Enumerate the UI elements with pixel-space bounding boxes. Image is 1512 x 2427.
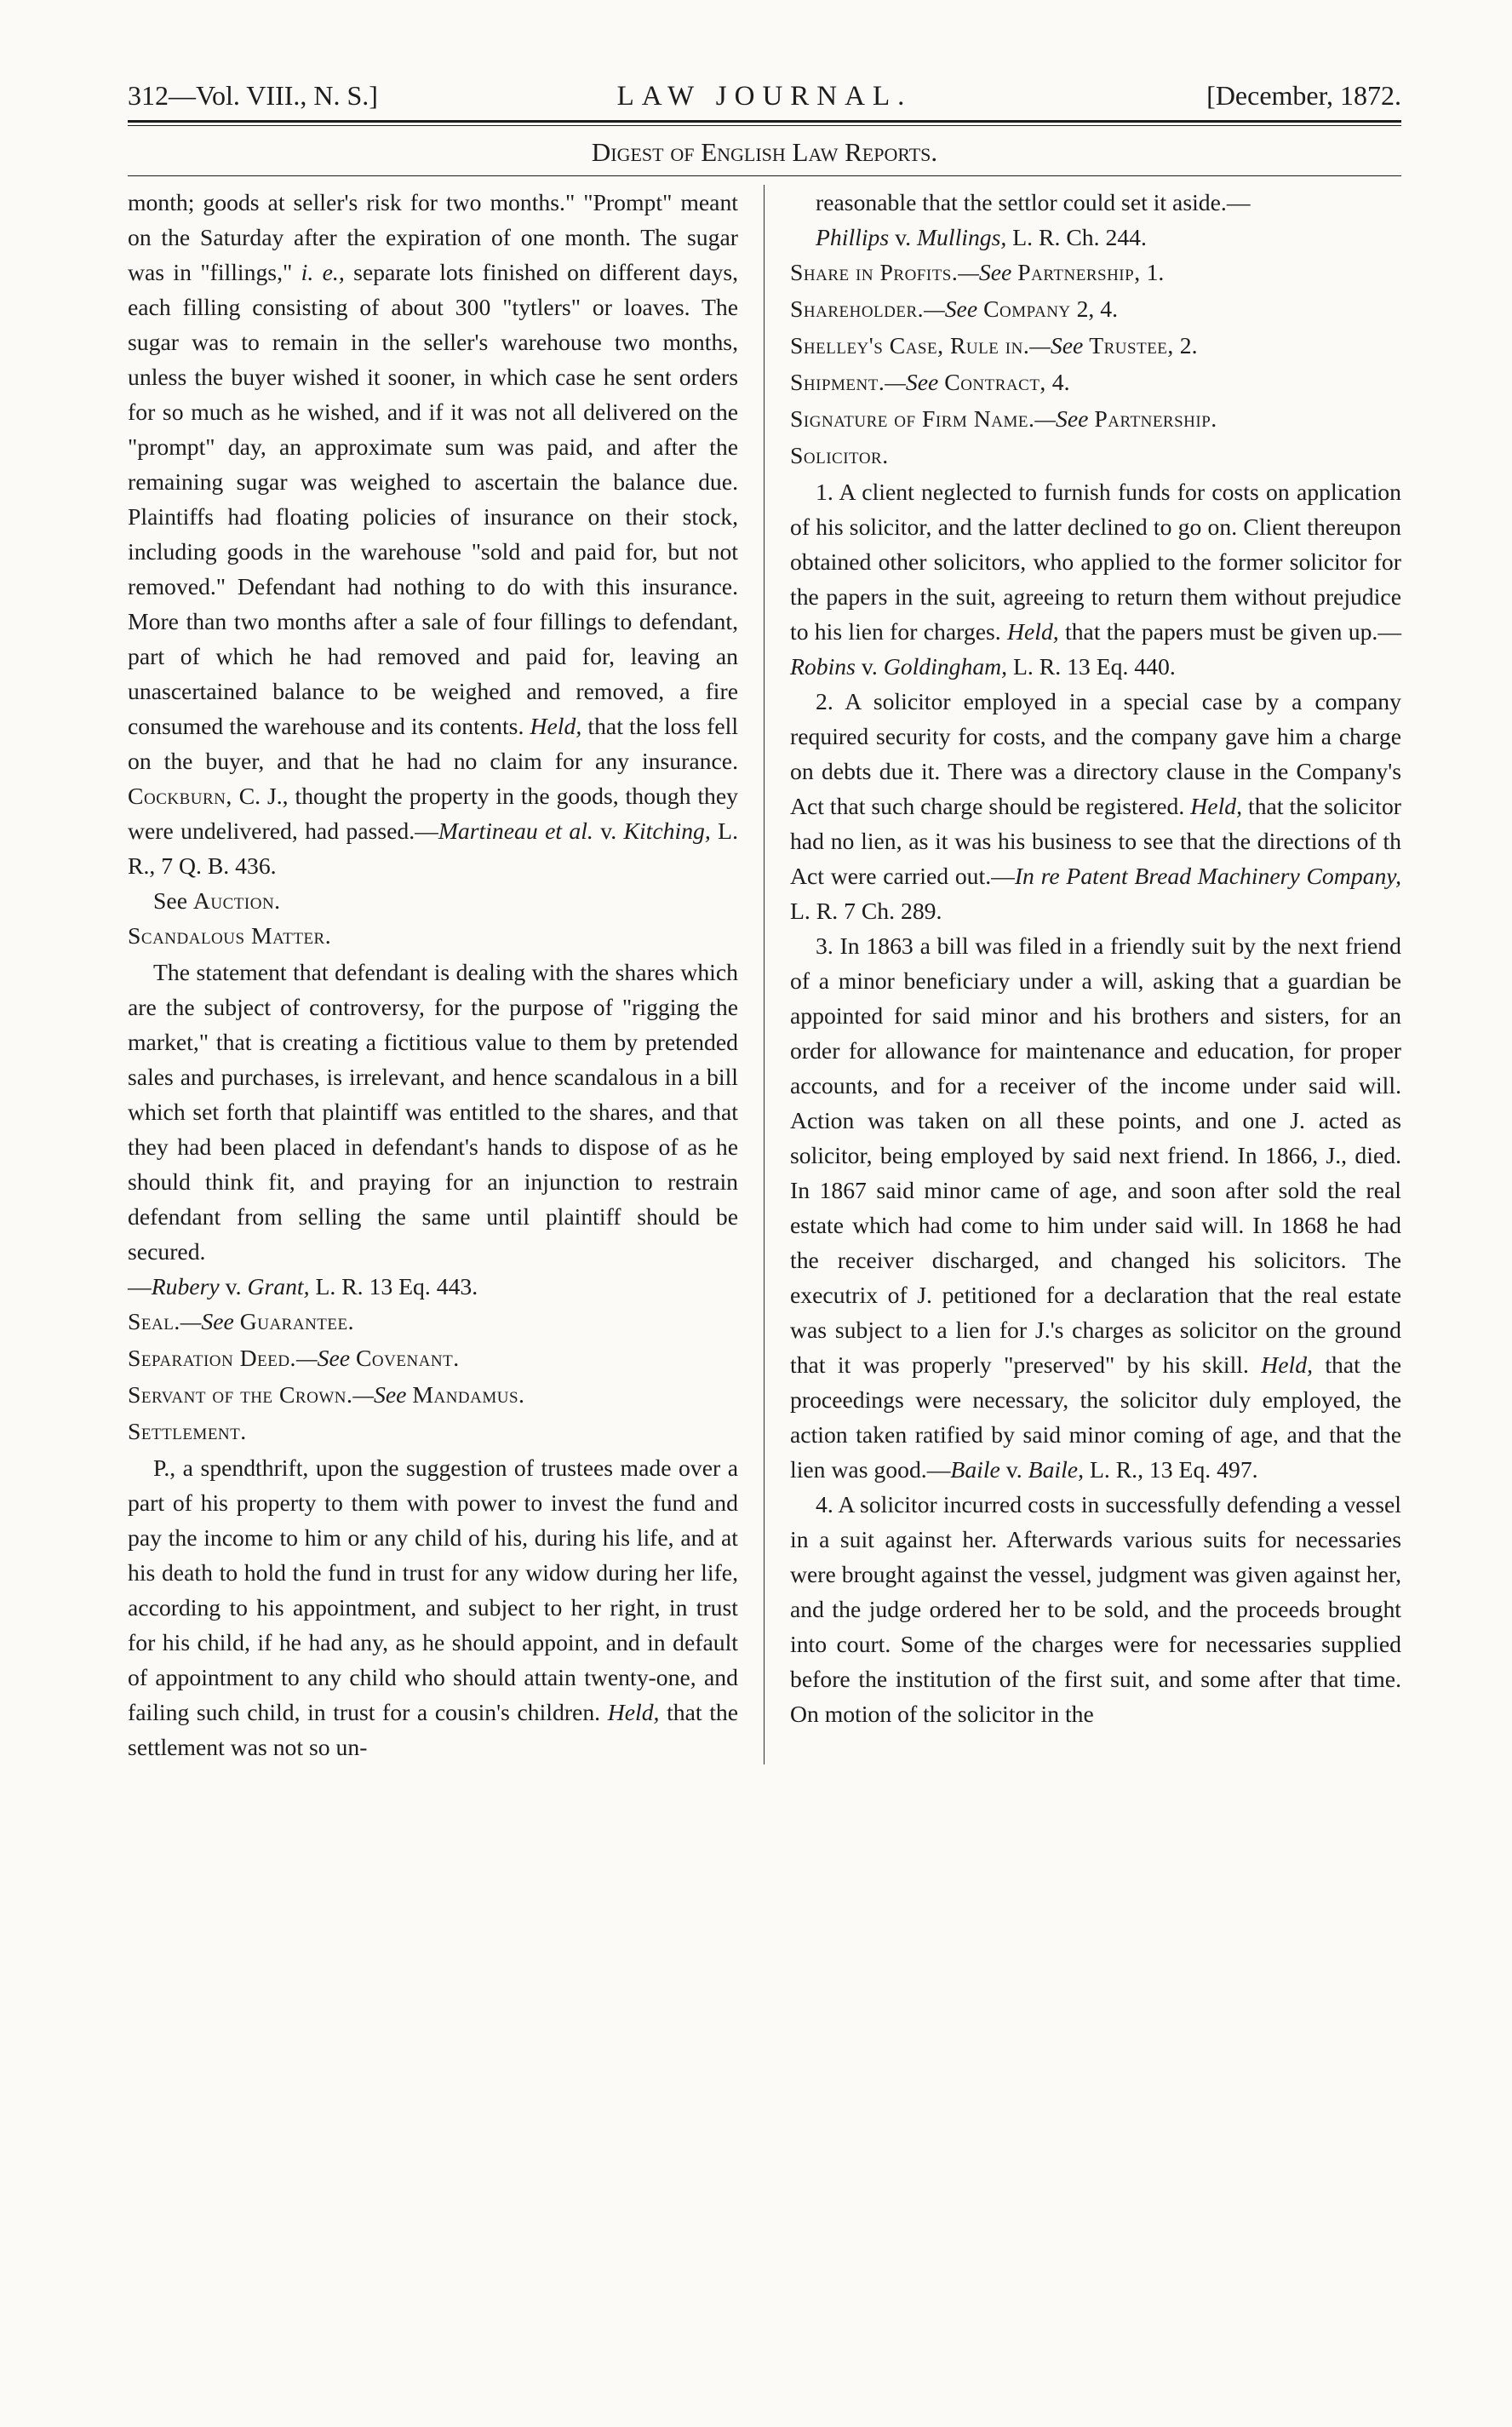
section-rule: [128, 175, 1401, 176]
header-double-rule: [128, 120, 1401, 126]
heading-solicitor: Solicitor.: [790, 442, 889, 468]
entry-share-profits: Share in Profits.—See Partnership, 1.: [790, 259, 1165, 285]
entry-seal: Seal.—See Guarantee.: [128, 1308, 355, 1334]
section-title: Digest of English Law Reports.: [591, 137, 938, 167]
entry-shipment: Shipment.—See Contract, 4.: [790, 369, 1070, 395]
paragraph-sugar-case: month; goods at seller's risk for two months." "Prompt" meant on the Saturday after the expiration of one month. The sugar was in "fillings," i. e., separate lots finished on different days, each filling consisting of about 300 "tytlers" or loaves. The sugar was to remain in the seller's warehouse two months, unless the buyer wished it sooner, in which case he sent orders for so much as he wished, and if it was not all delivered on the "prompt" day, an approximate sum was paid, and after the remaining sugar was weighed to ascertain the balance due. Plaintiffs had floating policies of insurance on their stock, including goods in the warehouse "sold and paid for, but not removed." Defendant had nothing to do with this insurance. More than two months after a sale of four fillings to defendant, part of which he had removed and paid for, leaving an unascertained balance to be weighed and removed, a fire consumed the warehouse and its contents. Held, that the loss fell on the buyer, and that he had no claim for any insurance. Cockburn, C. J., thought the property in the goods, though they were undelivered, had passed.—Martineau et al. v. Kitching, L. R., 7 Q. B. 436.: [128, 189, 739, 879]
entry-servant-crown: Servant of the Crown.—See Mandamus.: [128, 1381, 525, 1408]
page-volume: 312—Vol. VIII., N. S.]: [128, 80, 378, 111]
left-column: [128, 185, 765, 1764]
two-column-body: [128, 185, 1401, 1764]
issue-date: [December, 1872.: [1206, 80, 1401, 111]
heading-settlement: Settlement.: [128, 1418, 247, 1444]
solicitor-case-2: 2. A solicitor employed in a special case by a company required security for costs, and the company gave him a charge on debts due it. There was a directory clause in the Company's Act that such charge should be registered. Held, that the solicitor had no lien, as it was his business to see that the directions of th Act were carried out.—In re Patent Bread Machinery Company, L. R. 7 Ch. 289.: [790, 688, 1402, 924]
paragraph-settlement-cont: reasonable that the settlor could set it aside.— Phillips v. Mullings, L. R. Ch. 244.: [816, 189, 1251, 250]
paragraph-settlement: P., a spendthrift, upon the suggestion of trustees made over a part of his property to them with power to invest the fund and pay the income to him or any child of his, during his life, and at his death to hold the fund in trust for any widow during her life, according to his appointment, and subject to her right, in trust for his child, if he had any, as he should appoint, and in default of appointment to any child who should attain twenty-one, and failing such child, in trust for a cousin's children. Held, that the settlement was not so un-: [128, 1454, 739, 1760]
see-auction: See Auction.: [153, 887, 281, 914]
right-column: [765, 185, 1401, 1764]
paragraph-scandalous: The statement that defendant is dealing with the shares which are the subject of controversy, for the purpose of "rigging the market," that is creating a fictitious value to them by pretended sales and purchases, is irrelevant, and hence scandalous in a bill which set forth that plaintiff was entitled to the shares, and that they had been placed in defendant's hands to dispose of as he should think fit, and praying for an injunction to restrain defendant from selling the same until plaintiff should be secured. —Rubery v. Grant, L. R. 13 Eq. 443.: [128, 959, 738, 1300]
heading-scandalous-matter: Scandalous Matter.: [128, 922, 332, 949]
solicitor-case-4: 4. A solicitor incurred costs in successfully defending a vessel in a suit against her. Afterwards various suits for necessaries were brought against the vessel, judgment was given against her, and the judge ordered her to be sold, and the proceeds brought into court. Some of the charges were for necessaries supplied before the institution of the first suit, and some after that time. On motion of the solicitor in the: [790, 1491, 1401, 1727]
entry-shelleys-case: Shelley's Case, Rule in.—See Trustee, 2.: [790, 332, 1198, 359]
solicitor-case-1: 1. A client neglected to furnish funds for costs on application of his solicitor, and the latter declined to go on. Client thereupon obtained other solicitors, who applied to the former solicitor for the papers in the suit, agreeing to return them without prejudice to his lien for charges. Held, that the papers must be given up.—Robins v. Goldingham, L. R. 13 Eq. 440.: [790, 479, 1402, 680]
entry-separation-deed: Separation Deed.—See Covenant.: [128, 1345, 460, 1371]
solicitor-case-3: 3. In 1863 a bill was filed in a friendly suit by the next friend of a minor beneficiary under a will, asking that a guardian be appointed for said minor and his brothers and sisters, for an order for allowance for maintenance and education, for proper accounts, and for a receiver of the income under said will. Action was taken on all these points, and one J. acted as solicitor, being employed by said next friend. In 1866, J., died. In 1867 said minor came of age, and soon after sold the real estate which had come to him under said will. In 1868 he had the receiver discharged, and changed his solicitors. The executrix of J. petitioned for a declaration that the real estate was subject to a lien for J.'s charges as solicitor on the ground that it was properly "preserved" by his skill. Held, that the proceedings were necessary, the solicitor duly employed, the action taken ratified by said minor coming of age, and that the lien was good.—Baile v. Baile, L. R., 13 Eq. 497.: [790, 932, 1402, 1483]
running-header: [128, 78, 1401, 120]
journal-title: LAW JOURNAL.: [616, 81, 913, 112]
entry-signature-firm: Signature of Firm Name.—See Partnership.: [790, 405, 1217, 432]
entry-shareholder: Shareholder.—See Company 2, 4.: [790, 295, 1119, 322]
